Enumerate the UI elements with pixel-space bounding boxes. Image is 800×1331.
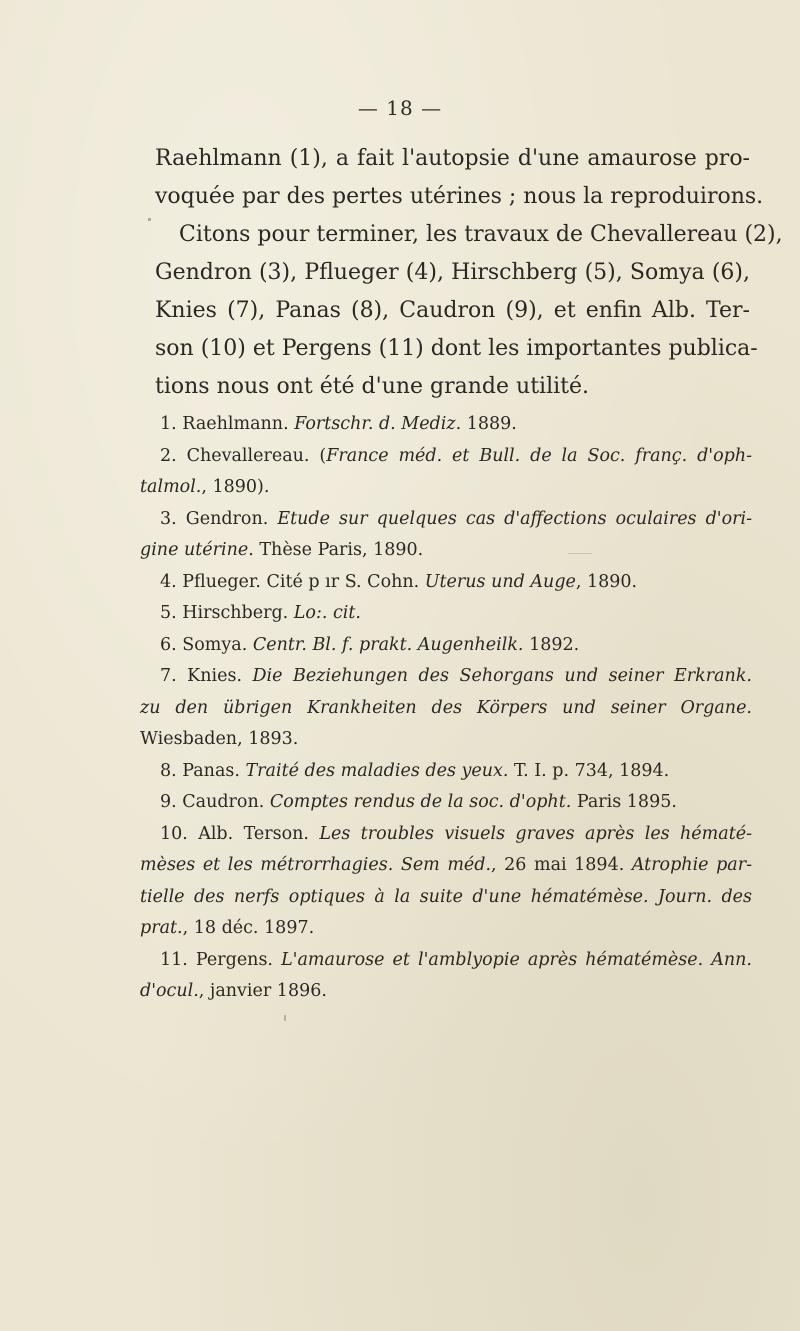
footnote-line — [140, 756, 752, 788]
footnote-title-text: zu den übrigen Krankheiten des Körpers und seiner Organe. — [140, 697, 752, 718]
footnote-title-text: d'ocul. — [140, 981, 199, 1001]
ink-speck — [148, 218, 151, 221]
footnote-6 — [140, 630, 752, 662]
footnote-text: 4. Pflueger. Cité p ır S. Cohn. — [160, 571, 425, 592]
footnote-text: , 18 déc. 1897. — [182, 918, 315, 938]
footnote-line — [140, 976, 752, 1008]
page-number: — 18 — — [357, 96, 443, 120]
body-line: Knies (7), Panas (8), Caudron (9), et enfin Alb. Ter- — [155, 298, 750, 323]
footnote-text: 1892. — [523, 634, 580, 655]
footnote-line — [140, 724, 752, 756]
body-line: Gendron (3), Pflueger (4), Hirschberg (5), Somya (6), — [155, 260, 750, 285]
footnote-title-text: Fortschr. d. Mediz. — [294, 414, 462, 434]
footnote-line — [140, 913, 752, 945]
footnote-8 — [140, 756, 752, 788]
footnote-1 — [140, 409, 752, 441]
footnote-3 — [140, 504, 752, 567]
footnote-title-text: Centr. Bl. f. prakt. Augenheilk. — [252, 634, 524, 655]
footnote-10 — [140, 819, 752, 945]
body-line: Raehlmann (1), a fait l'autopsie d'une amaurose pro- — [155, 146, 750, 171]
footnote-title-text: France méd. et Bull. de la Soc. franç. d'oph- — [326, 445, 752, 466]
footnote-text: , 1890). — [201, 477, 270, 497]
footnote-text: 11. Pergens. — [160, 949, 282, 970]
footnote-title-text: Traité des maladies des yeux. — [245, 760, 509, 781]
footnote-text: . Thèse Paris, 1890. — [248, 540, 424, 560]
footnote-text: 9. Caudron. — [160, 792, 270, 812]
footnote-11 — [140, 945, 752, 1008]
footnote-text: , 1890. — [575, 571, 638, 592]
footnote-text: 3. Gendron. — [160, 508, 278, 529]
footnote-text: Paris 1895. — [571, 792, 677, 812]
footnote-text: 6. Somya. — [160, 634, 253, 655]
footnote-text: 8. Panas. — [160, 760, 246, 781]
footnote-line — [140, 567, 752, 599]
footnote-line — [140, 787, 752, 819]
body-line: son (10) et Pergens (11) dont les importantes publica- — [155, 336, 758, 361]
body-line: Citons pour terminer, les travaux de Chevallereau (2), — [179, 222, 783, 247]
footnote-text: , janvier 1896. — [198, 981, 327, 1001]
footnote-line — [140, 850, 752, 882]
footnote-title-text: Comptes rendus de la soc. d'opht. — [269, 792, 572, 812]
footnote-title-text: Les troubles visuels graves après les hématé- — [319, 823, 752, 844]
footnote-title-text: Lo:. cit. — [293, 603, 361, 623]
footnote-line — [140, 945, 752, 977]
body-line: voquée par des pertes utérines ; nous la reproduirons. — [155, 184, 764, 209]
footnote-title-text: talmol. — [140, 477, 202, 497]
footnote-text: Wiesbaden, 1893. — [140, 729, 299, 749]
footnote-title-text: Etude sur quelques cas d'affections oculaires d'ori- — [277, 508, 752, 529]
footnote-9 — [140, 787, 752, 819]
footnote-line — [140, 630, 752, 662]
footnote-title-text: Atrophie par- — [631, 855, 752, 875]
footnote-4 — [140, 567, 752, 599]
footnote-line — [140, 882, 752, 914]
body-paragraph — [155, 140, 783, 406]
footnote-text: , 26 mai 1894. — [491, 855, 632, 875]
footnote-text: 1889. — [461, 414, 517, 434]
footnote-title-text: Die Beziehungen des Sehorgans und seiner Erkrank. — [252, 666, 752, 686]
footnote-5 — [140, 598, 752, 630]
footnote-title-text: prat. — [140, 918, 183, 938]
footnotes — [140, 409, 752, 1008]
footnote-line — [140, 535, 752, 567]
footnote-line — [140, 472, 752, 504]
footnote-title-text: Uterus und Auge — [424, 571, 576, 592]
ink-speck — [284, 1015, 286, 1021]
footnote-line — [140, 504, 752, 536]
footnote-line — [140, 661, 752, 693]
footnote-line — [140, 409, 752, 441]
body-line: tions nous ont été d'une grande utilité. — [155, 374, 589, 399]
ink-speck — [568, 553, 592, 554]
footnote-line — [140, 598, 752, 630]
footnote-text: T. I. p. 734, 1894. — [508, 760, 670, 781]
footnote-text: 5. Hirschberg. — [160, 603, 294, 623]
footnote-text: 2. Chevallereau. ( — [160, 445, 327, 466]
footnote-text: 10. Alb. Terson. — [160, 823, 320, 844]
footnote-title-text: tielle des nerfs optiques à la suite d'une hématémèse. Journ. des — [140, 886, 752, 907]
footnote-title-text: L'amaurose et l'amblyopie après hématémèse. Ann. — [281, 949, 752, 970]
footnote-title-text: gine utérine — [140, 540, 249, 560]
footnote-text: 1. Raehlmann. — [160, 414, 295, 434]
footnote-7 — [140, 661, 752, 756]
footnote-text: 7. Knies. — [160, 666, 253, 686]
footnote-2 — [140, 441, 752, 504]
footnote-title-text: mèses et les métrorrhagies. Sem méd. — [140, 855, 492, 875]
footnote-line — [140, 441, 752, 473]
footnote-line — [140, 693, 752, 725]
footnote-line — [140, 819, 752, 851]
